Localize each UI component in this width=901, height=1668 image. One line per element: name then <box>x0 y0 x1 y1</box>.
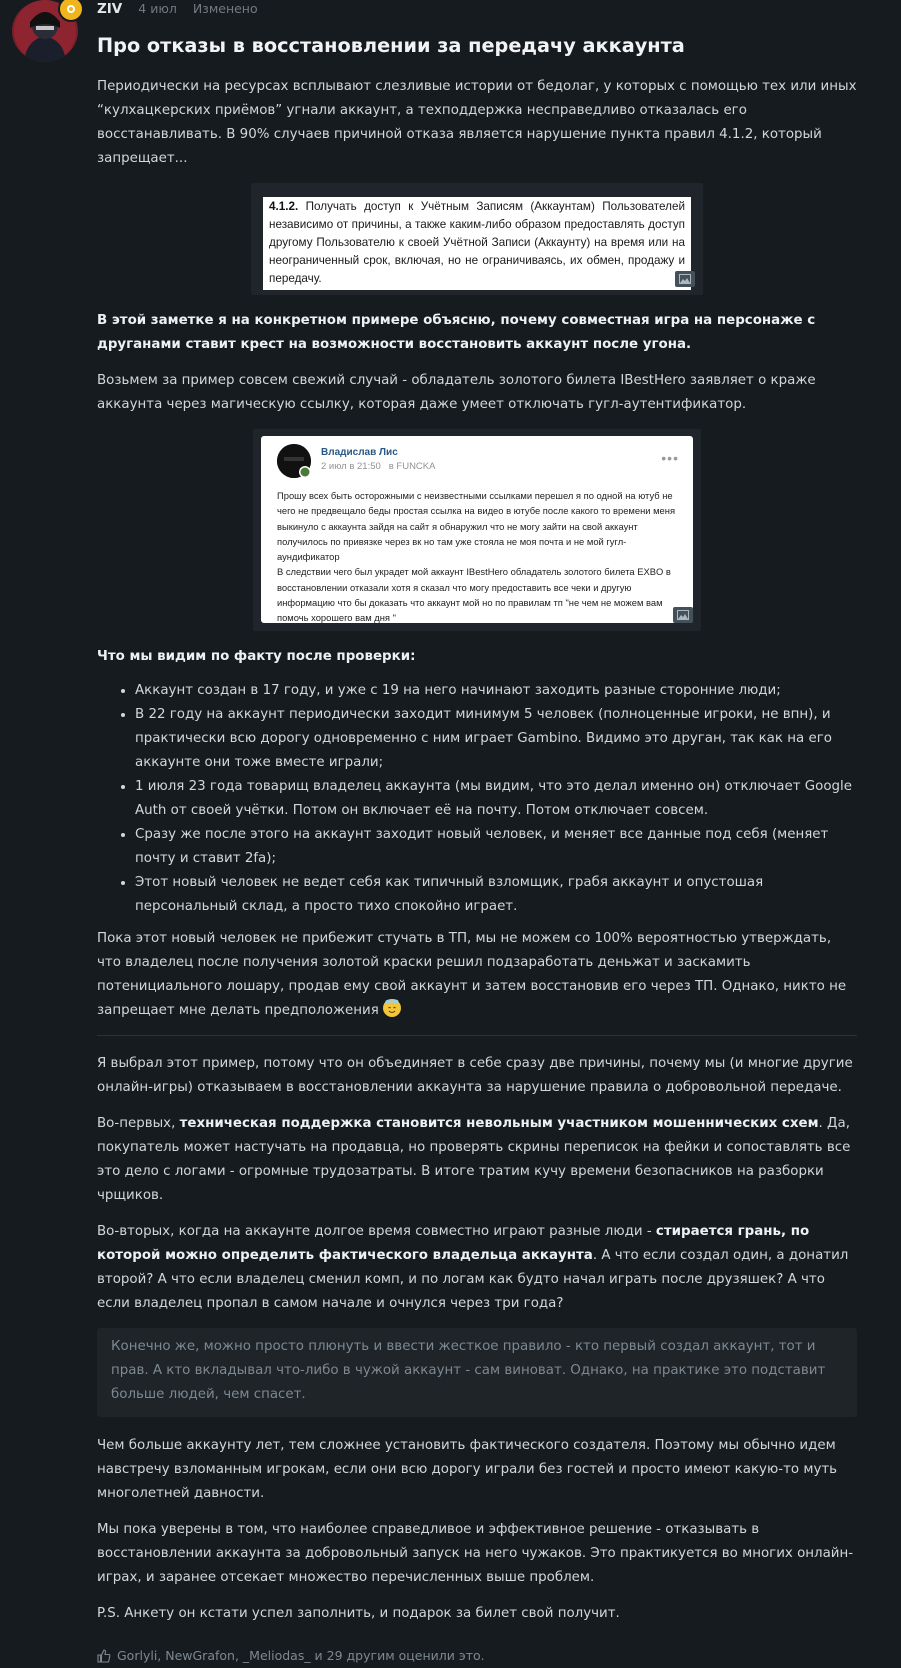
intro-paragraph: Периодически на ресурсах всплывают слезливые истории от бедолаг, у которых с помощью тех или иных “кулхацкерских приёмов” угнали аккаунт, а техподдержка несправедливо отказалась его восстанавливать. В 90% случаев причиной отказа является нарушение пункта правил 4.1.2, который запрещает... <box>97 79 857 166</box>
post-meta <box>97 0 258 18</box>
bold-statement: В этой заметке я на конкретном примере объясню, почему совместная игра на персонаже с друганами ставит крест на возможности восстановить аккаунт после угона. <box>97 313 816 352</box>
image-icon[interactable] <box>673 607 693 623</box>
reactions-bar[interactable] <box>97 1644 857 1668</box>
list-item: • Сразу же после этого на аккаунт заходит новый человек, и меняет все данные под себя (меняет почту и ставит 2fa); <box>135 823 857 871</box>
list-item: • Этот новый человек не ведет себя как типичный взломщик, грабя аккаунт и опустошая персональный склад, а просто тихо спокойно играет. <box>135 871 857 919</box>
list-item: • Аккаунт создан в 17 году, и уже с 19 на него начинают заходить разные сторонние люди; <box>135 679 857 703</box>
thumbs-up-icon[interactable] <box>97 1649 111 1663</box>
ps-paragraph: P.S. Анкету он кстати успел заполнить, и подарок за билет свой получит. <box>97 1606 620 1621</box>
example-intro: Возьмем за пример совсем свежий случай - обладатель золотого билета IBestHero заявляет о краже аккаунта через магическую ссылку, которая даже умеет отключать гугл-аутентификатор. <box>97 373 816 412</box>
image-icon[interactable] <box>675 271 695 287</box>
vk-avatar <box>277 444 311 478</box>
likes-text[interactable]: Gorlyli, NewGrafon, _Meliodas_ и 29 другим оценили это. <box>117 1648 485 1663</box>
list-item: • В 22 году на аккаунт периодически заходит минимум 5 человек (полноценные игроки, не впн), и практически всю дорогу одновременно с ним играет Gambino. Видимо это друган, так как на его аккаунте они тоже вместе играли; <box>135 703 857 775</box>
vk-author-name: Владислав Лис <box>321 447 398 458</box>
assumption-paragraph: Пока этот новый человек не прибежит стучать в ТП, мы не можем со 100% вероятностью утверждать, что владелец после получения золотой краски решил подзаработать деньжат и заскамить потенициального лошару, продав ему свой аккаунт и затем восстановив его через ТП. Однако, никто не запрещает мне делать предположения <box>97 931 847 1018</box>
second-reason: Во-вторых, когда на аккаунте долгое время совместно играют разные люди - стирается грань, по которой можно определить фактического владельца аккаунта. А что если создал один, а донатил второй? А что если владелец сменил комп, и по логам как будто начал играть после друзяшек? А что если владелец пропал в самом начале и очнулся через три года? <box>97 1224 849 1311</box>
crown-icon <box>65 3 77 15</box>
rule-image-text <box>263 197 691 290</box>
decision-paragraph: Мы пока уверены в том, что наиболее справедливое и эффективное решение - отказывать в восстановлении аккаунта за добровольный запуск на него чужаков. Это практикуется во многих онлайн-играх, и заранее отсекает множество перечисленных выше проблем. <box>97 1522 854 1585</box>
more-icon: ••• <box>661 450 679 466</box>
quote-block: Конечно же, можно просто плюнуть и ввести жесткое правило - кто первый создал аккаунт, тот и прав. А кто вкладывал что-либо в чужой аккаунт - сам виноват. Однако, на практике это подставит больше людей, чем спасет. <box>97 1328 857 1417</box>
divider <box>97 1035 857 1036</box>
rule-number: 4.1.2. <box>269 200 299 213</box>
post-date[interactable]: 4 июл <box>138 1 177 16</box>
post-content <box>97 30 857 1668</box>
vk-post <box>261 436 693 623</box>
edited-label: Изменено <box>192 1 258 16</box>
innocent-smile-icon <box>383 999 401 1017</box>
list-item: • 1 июля 23 года товарищ владелец аккаунта (мы видим, что это делал именно он) отключает Google Auth от своей учётки. Потом он включает её на почту. Потом отключает совсем. <box>135 775 857 823</box>
rank-badge <box>58 0 84 22</box>
rule-image[interactable] <box>251 183 703 295</box>
vk-post-info: 2 июл в 21:50 в FUNCKA <box>321 461 436 472</box>
reason-intro: Я выбрал этот пример, потому что он объединяет в себе сразу две причины, почему мы (и многие другие онлайн-игры) отказываем в восстановлении аккаунта за нарушение правила о добровольной передаче. <box>97 1056 853 1095</box>
post-title: Про отказы в восстановлении за передачу аккаунта <box>97 34 685 57</box>
vk-screenshot-image[interactable] <box>253 429 701 631</box>
facts-list <box>97 679 857 919</box>
rule-text: Получать доступ к Учётным Записям (Аккаунтам) Пользователей независимо от причины, а также каким-либо образом предоставлять доступ другому Пользователю к своей Учётной Записи (Аккаунту) на время или на неограниченный срок, включая, но не ограничиваясь, их обмен, продажу и передачу. <box>269 200 685 285</box>
vk-post-text: Прошу всех быть осторожными с неизвестными ссылками перешел я по одной на ютуб не чего не предвещало беды простая ссылка на видео в ютубе после какого то времени меня выкинуло с аккаунта зайдя на сайт я обнаружил что не могу зайти на свой аккаунт получилось по привязке через вк но там уже стояла не моя почта и не мой гугл-аундификатор В следствии чего был украдет мой аккаунт IBestHero обладатель золотого билета EXBO в восстановлении отказали хотя я сказал что могу предоставить все чеки и другую информацию что бы доказать что аккаунт мой но по правилам тп "не чем не можем вам помочь хорошего вам дня " <box>277 490 676 623</box>
vk-post-header <box>277 444 435 478</box>
facts-title: Что мы видим по факту после проверки: <box>97 649 416 664</box>
first-reason: Во-первых, техническая поддержка становится невольным участником мошеннических схем. Да, покупатель может настучать на продавца, но проверять скрины переписок на фейки и сопоставлять все это дело с логами - огромные трудозатраты. В итоге тратим кучу времени безопасников на разборки чрщиков. <box>97 1116 851 1203</box>
author-name[interactable]: ZIV <box>97 1 123 17</box>
older-accounts-paragraph: Чем больше аккаунту лет, тем сложнее установить фактического создателя. Поэтому мы обычно идем навстречу взломанным игрокам, если они всю дорогу играли без гостей и просто имеют какую-то муть многолетней давности. <box>97 1438 838 1501</box>
